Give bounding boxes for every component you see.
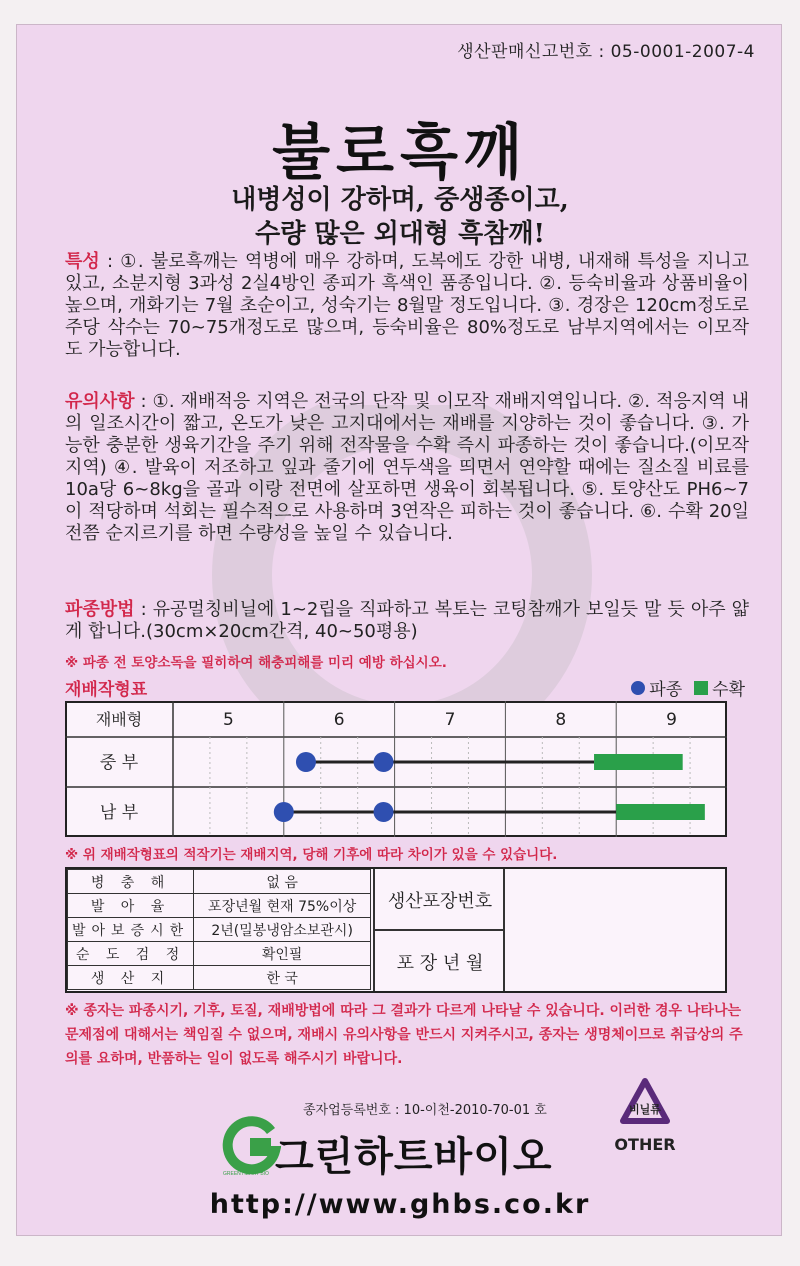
seed-packet xyxy=(16,24,782,1236)
month-tick-label: 5 xyxy=(222,710,234,730)
info-row-label: 순 도 검 정 xyxy=(68,942,194,966)
schedule-title: 재배작형표 xyxy=(65,680,148,700)
month-tick-label: 7 xyxy=(444,710,456,730)
schedule-note: ※ 위 재배작형표의 적작기는 재배지역, 당해 기후에 따라 차이가 있을 수 있습니다. xyxy=(65,847,558,863)
packing-number-label: 생산포장번호 xyxy=(387,891,493,912)
info-row-value: 한 국 xyxy=(194,966,371,990)
info-table xyxy=(65,867,727,993)
website-url[interactable]: http://www.ghbs.co.kr xyxy=(209,1189,591,1220)
sow-legend-label: 파종 xyxy=(649,680,683,700)
month-tick-label: 6 xyxy=(333,710,345,730)
sowing-dot xyxy=(374,802,394,822)
schedule-header-label: 재배형 xyxy=(95,710,143,729)
quality-table xyxy=(67,869,371,990)
sowing-dot xyxy=(374,752,394,772)
harvest-bar xyxy=(616,804,705,820)
sowing-label: 파종방법 xyxy=(65,599,135,620)
harvest-bar xyxy=(594,754,683,770)
info-row-label: 병 충 해 xyxy=(68,870,194,894)
schedule-legend xyxy=(631,675,745,700)
company-name: 그린하트바이오 xyxy=(275,1134,553,1180)
sales-registration-number: 생산판매신고번호 : 05-0001-2007-4 xyxy=(457,42,755,62)
traits-text: : ①. 불로흑깨는 역병에 매우 강하며, 도복에도 강한 내병, 내재해 특성을 지니고 있고, 소분지형 3과성 2실4방인 종피가 흑색인 품종입니다. ②. 등숙비율과 상품비율이 높으며, 개화기는 7월 초순이고, 성숙기는 8월말 정도입니다. ③. 경장은 120cm정도로 주당 삭수는 70~75개정도로 많으며, 등숙비율은 80%정도로 남부지역에서는 이모작도 가능합니다. xyxy=(65,251,749,360)
sow-legend-dot xyxy=(631,681,645,695)
product-title: 불로흑깨 xyxy=(272,118,528,188)
recycle-icon xyxy=(615,1077,675,1133)
subtitle-line-1: 내병성이 강하며, 중생종이고, xyxy=(231,185,569,215)
info-row-label: 발 아 율 xyxy=(68,894,194,918)
cautions-label: 유의사항 xyxy=(65,391,135,412)
cautions-text: : ①. 재배적응 지역은 전국의 단작 및 이모작 재배지역입니다. ②. 적응지역 내의 일조시간이 짧고, 온도가 낮은 고지대에서는 재배를 지양하는 것이 좋습니다. ③. 가능한 충분한 생육기간을 주기 위해 전작물을 수확 즉시 파종하는 것이 좋습니다.(이모작지역) ④. 발육이 저조하고 잎과 줄기에 연두색을 띄면서 연약할 때에는 질소질 비료를 10a당 6~8kg을 골과 이랑 전면에 살포하면 생육이 회복됩니다. ⑤. 토양산도 PH6~7이 적당하며 석회는 필수적으로 사용하며 3연작은 피하는 것이 좋습니다. ⑥. 수확 20일 전쯤 순지르기를 하면 수량성을 높일 수 있습니다. xyxy=(65,391,749,544)
sowing-dot xyxy=(274,802,294,822)
sowing-paragraph xyxy=(65,599,749,643)
info-row xyxy=(68,966,371,990)
green-heart-logo-icon xyxy=(221,1115,281,1177)
info-row-value: 2년(밀봉냉암소보관시) xyxy=(194,918,371,942)
traits-label: 특성 xyxy=(65,251,100,272)
logo-tagline: GREEN HEART BIO xyxy=(223,1171,269,1177)
cautions-paragraph xyxy=(65,391,749,545)
recycle-label: OTHER xyxy=(614,1135,676,1154)
month-tick-label: 8 xyxy=(555,710,567,730)
subtitle-line-2: 수량 많은 외대형 흑참깨! xyxy=(255,219,545,249)
sowing-warning: ※ 파종 전 토양소독을 필히하여 해충피해를 미리 예방 하십시오. xyxy=(65,655,447,671)
product-subtitle xyxy=(17,183,783,251)
info-row-label: 발아보증시한 xyxy=(68,918,194,942)
info-row-value: 포장년월 현재 75%이상 xyxy=(194,894,371,918)
harvest-legend-square xyxy=(694,681,708,695)
month-tick-label: 9 xyxy=(666,710,678,730)
info-row xyxy=(68,894,371,918)
info-row xyxy=(68,942,371,966)
company-registration: 종자업등록번호 : 10-이천-2010-70-01 호 xyxy=(303,1103,547,1118)
packing-date-label: 포 장 년 월 xyxy=(396,953,484,974)
recycle-tag: 비닐류 xyxy=(629,1103,661,1116)
info-row-value: 확인필 xyxy=(194,942,371,966)
harvest-legend-label: 수확 xyxy=(712,680,745,700)
info-row-value: 없 음 xyxy=(194,870,371,894)
disclaimer: ※ 종자는 파종시기, 기후, 토질, 재배방법에 따라 그 결과가 다르게 나타날 수 있습니다. 이러한 경우 나타나는 문제점에 대해서는 책임질 수 없으며, 재배시 유의사항을 반드시 지켜주시고, 종자는 생명체이므로 취급상의 주의를 요하며, 반품하는 일이 없도록 해주시기 바랍니다. xyxy=(65,1003,743,1067)
info-row-label: 생 산 지 xyxy=(68,966,194,990)
traits-paragraph xyxy=(65,251,749,361)
sowing-text: : 유공멀칭비닐에 1~2립을 직파하고 복토는 코팅참깨가 보일듯 말 듯 아주 얇게 합니다.(30cm×20cm간격, 40~50평용) xyxy=(65,599,749,642)
info-row xyxy=(68,918,371,942)
schedule-row-label: 남 부 xyxy=(99,803,139,823)
cultivation-schedule-table xyxy=(65,701,727,837)
info-row xyxy=(68,870,371,894)
sowing-dot xyxy=(296,752,316,772)
schedule-row-label: 중 부 xyxy=(99,753,139,773)
